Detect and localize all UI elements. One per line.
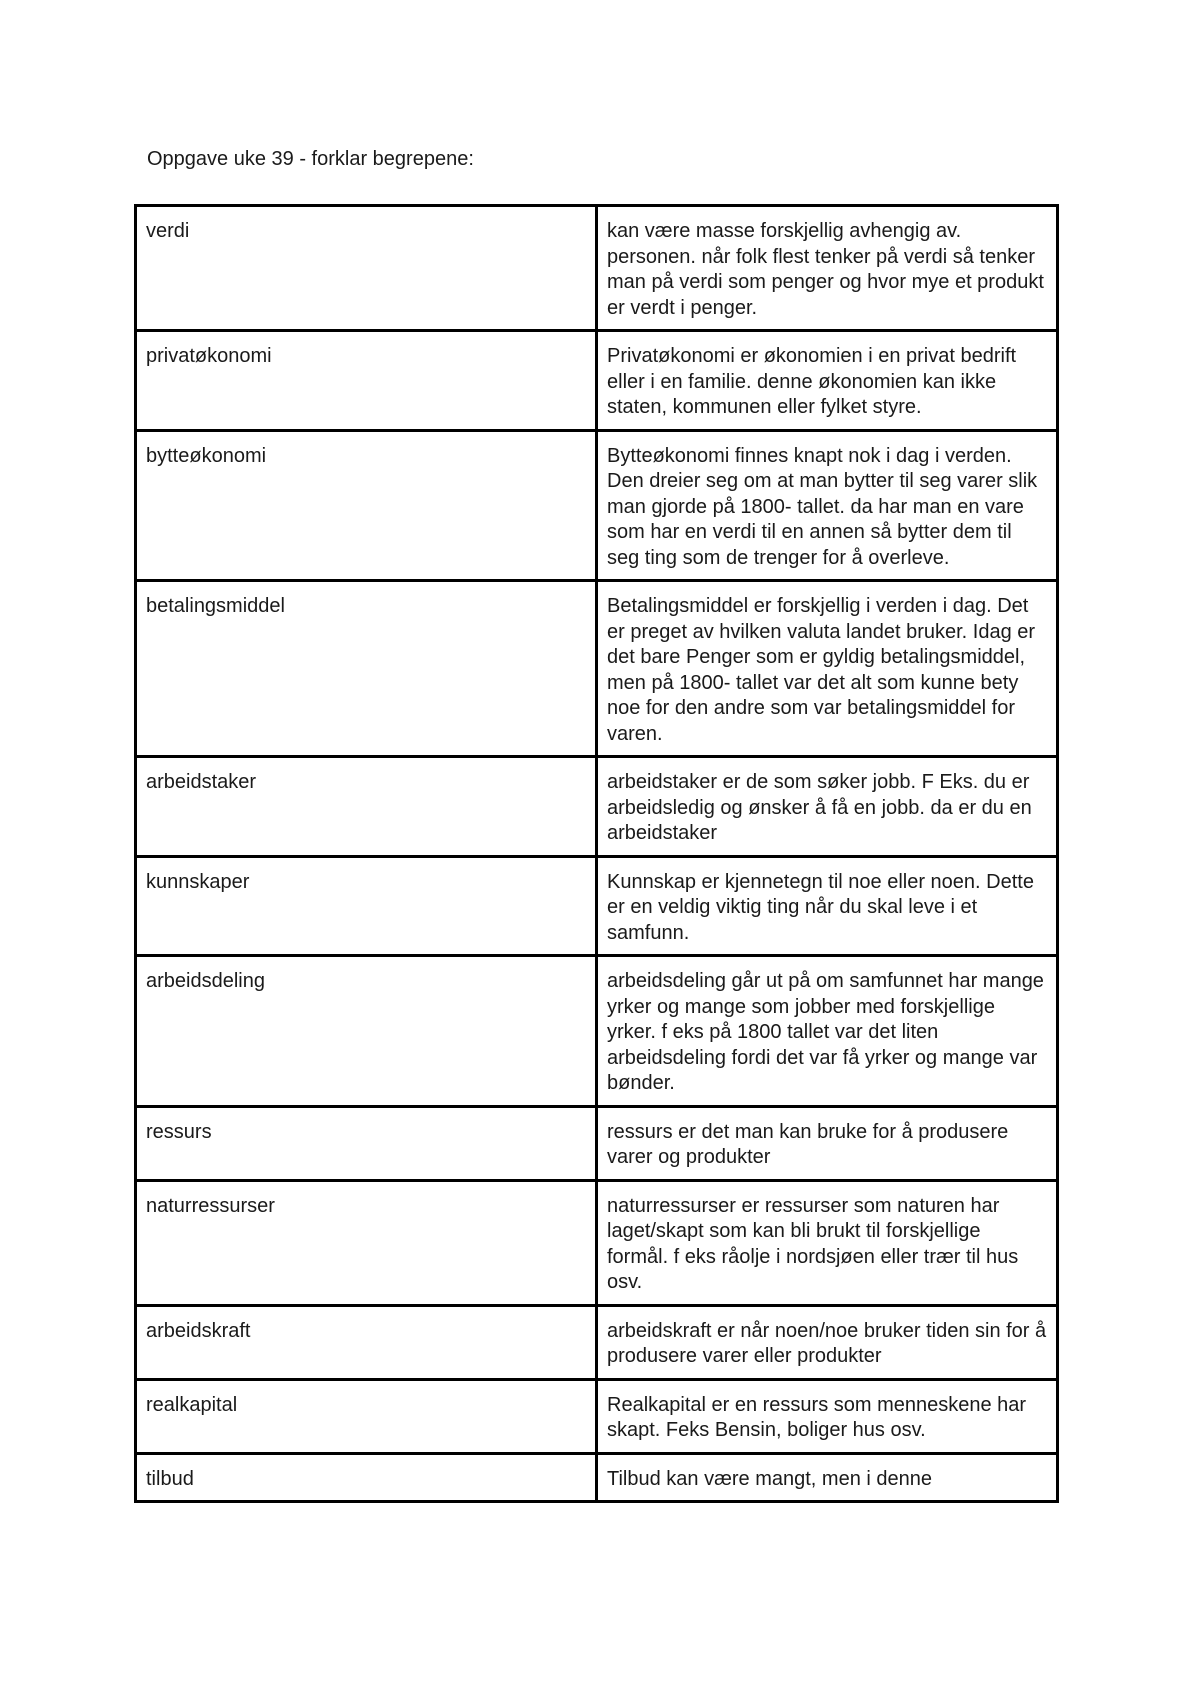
table-row xyxy=(136,757,1058,857)
table-row xyxy=(136,1305,1058,1379)
definition-cell: Kunnskap er kjennetegn til noe eller noen. Dette er en veldig viktig ting når du skal leve i et samfunn. xyxy=(597,856,1058,956)
term-cell: realkapital xyxy=(136,1379,597,1453)
table-row xyxy=(136,430,1058,581)
term-cell: naturressurser xyxy=(136,1180,597,1305)
table-row xyxy=(136,206,1058,331)
term-cell: verdi xyxy=(136,206,597,331)
definition-cell: ressurs er det man kan bruke for å produsere varer og produkter xyxy=(597,1106,1058,1180)
definition-cell: arbeidstaker er de som søker jobb. F Eks. du er arbeidsledig og ønsker å få en jobb. da er du en arbeidstaker xyxy=(597,757,1058,857)
term-cell: tilbud xyxy=(136,1453,597,1502)
term-cell: ressurs xyxy=(136,1106,597,1180)
definition-cell: Privatøkonomi er økonomien i en privat bedrift eller i en familie. denne økonomien kan ikke staten, kommunen eller fylket styre. xyxy=(597,331,1058,431)
definition-cell: Bytteøkonomi finnes knapt nok i dag i verden. Den dreier seg om at man bytter til seg varer slik man gjorde på 1800- tallet. da har man en vare som har en verdi til en annen så bytter dem til seg ting som de trenger for å overleve. xyxy=(597,430,1058,581)
term-cell: arbeidsdeling xyxy=(136,956,597,1107)
term-cell: betalingsmiddel xyxy=(136,581,597,757)
table-row xyxy=(136,1106,1058,1180)
definition-cell: kan være masse forskjellig avhengig av. personen. når folk flest tenker på verdi så tenker man på verdi som penger og hvor mye et produkt er verdt i penger. xyxy=(597,206,1058,331)
term-cell: arbeidstaker xyxy=(136,757,597,857)
table-row xyxy=(136,1180,1058,1305)
table-row xyxy=(136,1379,1058,1453)
definition-cell: naturressurser er ressurser som naturen har laget/skapt som kan bli brukt til forskjellige formål. f eks råolje i nordsjøen eller trær til hus osv. xyxy=(597,1180,1058,1305)
definition-cell: Realkapital er en ressurs som menneskene har skapt. Feks Bensin, boliger hus osv. xyxy=(597,1379,1058,1453)
definition-cell: Betalingsmiddel er forskjellig i verden i dag. Det er preget av hvilken valuta landet bruker. Idag er det bare Penger som er gyldig betalingsmiddel, men på 1800- tallet var det alt som kunne bety noe for den andre som var betalingsmiddel for varen. xyxy=(597,581,1058,757)
term-cell: privatøkonomi xyxy=(136,331,597,431)
table-row xyxy=(136,956,1058,1107)
term-cell: arbeidskraft xyxy=(136,1305,597,1379)
table-row xyxy=(136,331,1058,431)
table-row xyxy=(136,581,1058,757)
definition-cell: Tilbud kan være mangt, men i denne xyxy=(597,1453,1058,1502)
page-title: Oppgave uke 39 - forklar begrepene: xyxy=(147,148,474,170)
definition-cell: arbeidsdeling går ut på om samfunnet har mange yrker og mange som jobber med forskjellige yrker. f eks på 1800 tallet var det liten arbeidsdeling fordi det var få yrker og mange var bønder. xyxy=(597,956,1058,1107)
table-row xyxy=(136,856,1058,956)
term-cell: bytteøkonomi xyxy=(136,430,597,581)
definition-cell: arbeidskraft er når noen/noe bruker tiden sin for å produsere varer eller produkter xyxy=(597,1305,1058,1379)
table-row xyxy=(136,1453,1058,1502)
terms-table xyxy=(134,204,1059,1503)
term-cell: kunnskaper xyxy=(136,856,597,956)
